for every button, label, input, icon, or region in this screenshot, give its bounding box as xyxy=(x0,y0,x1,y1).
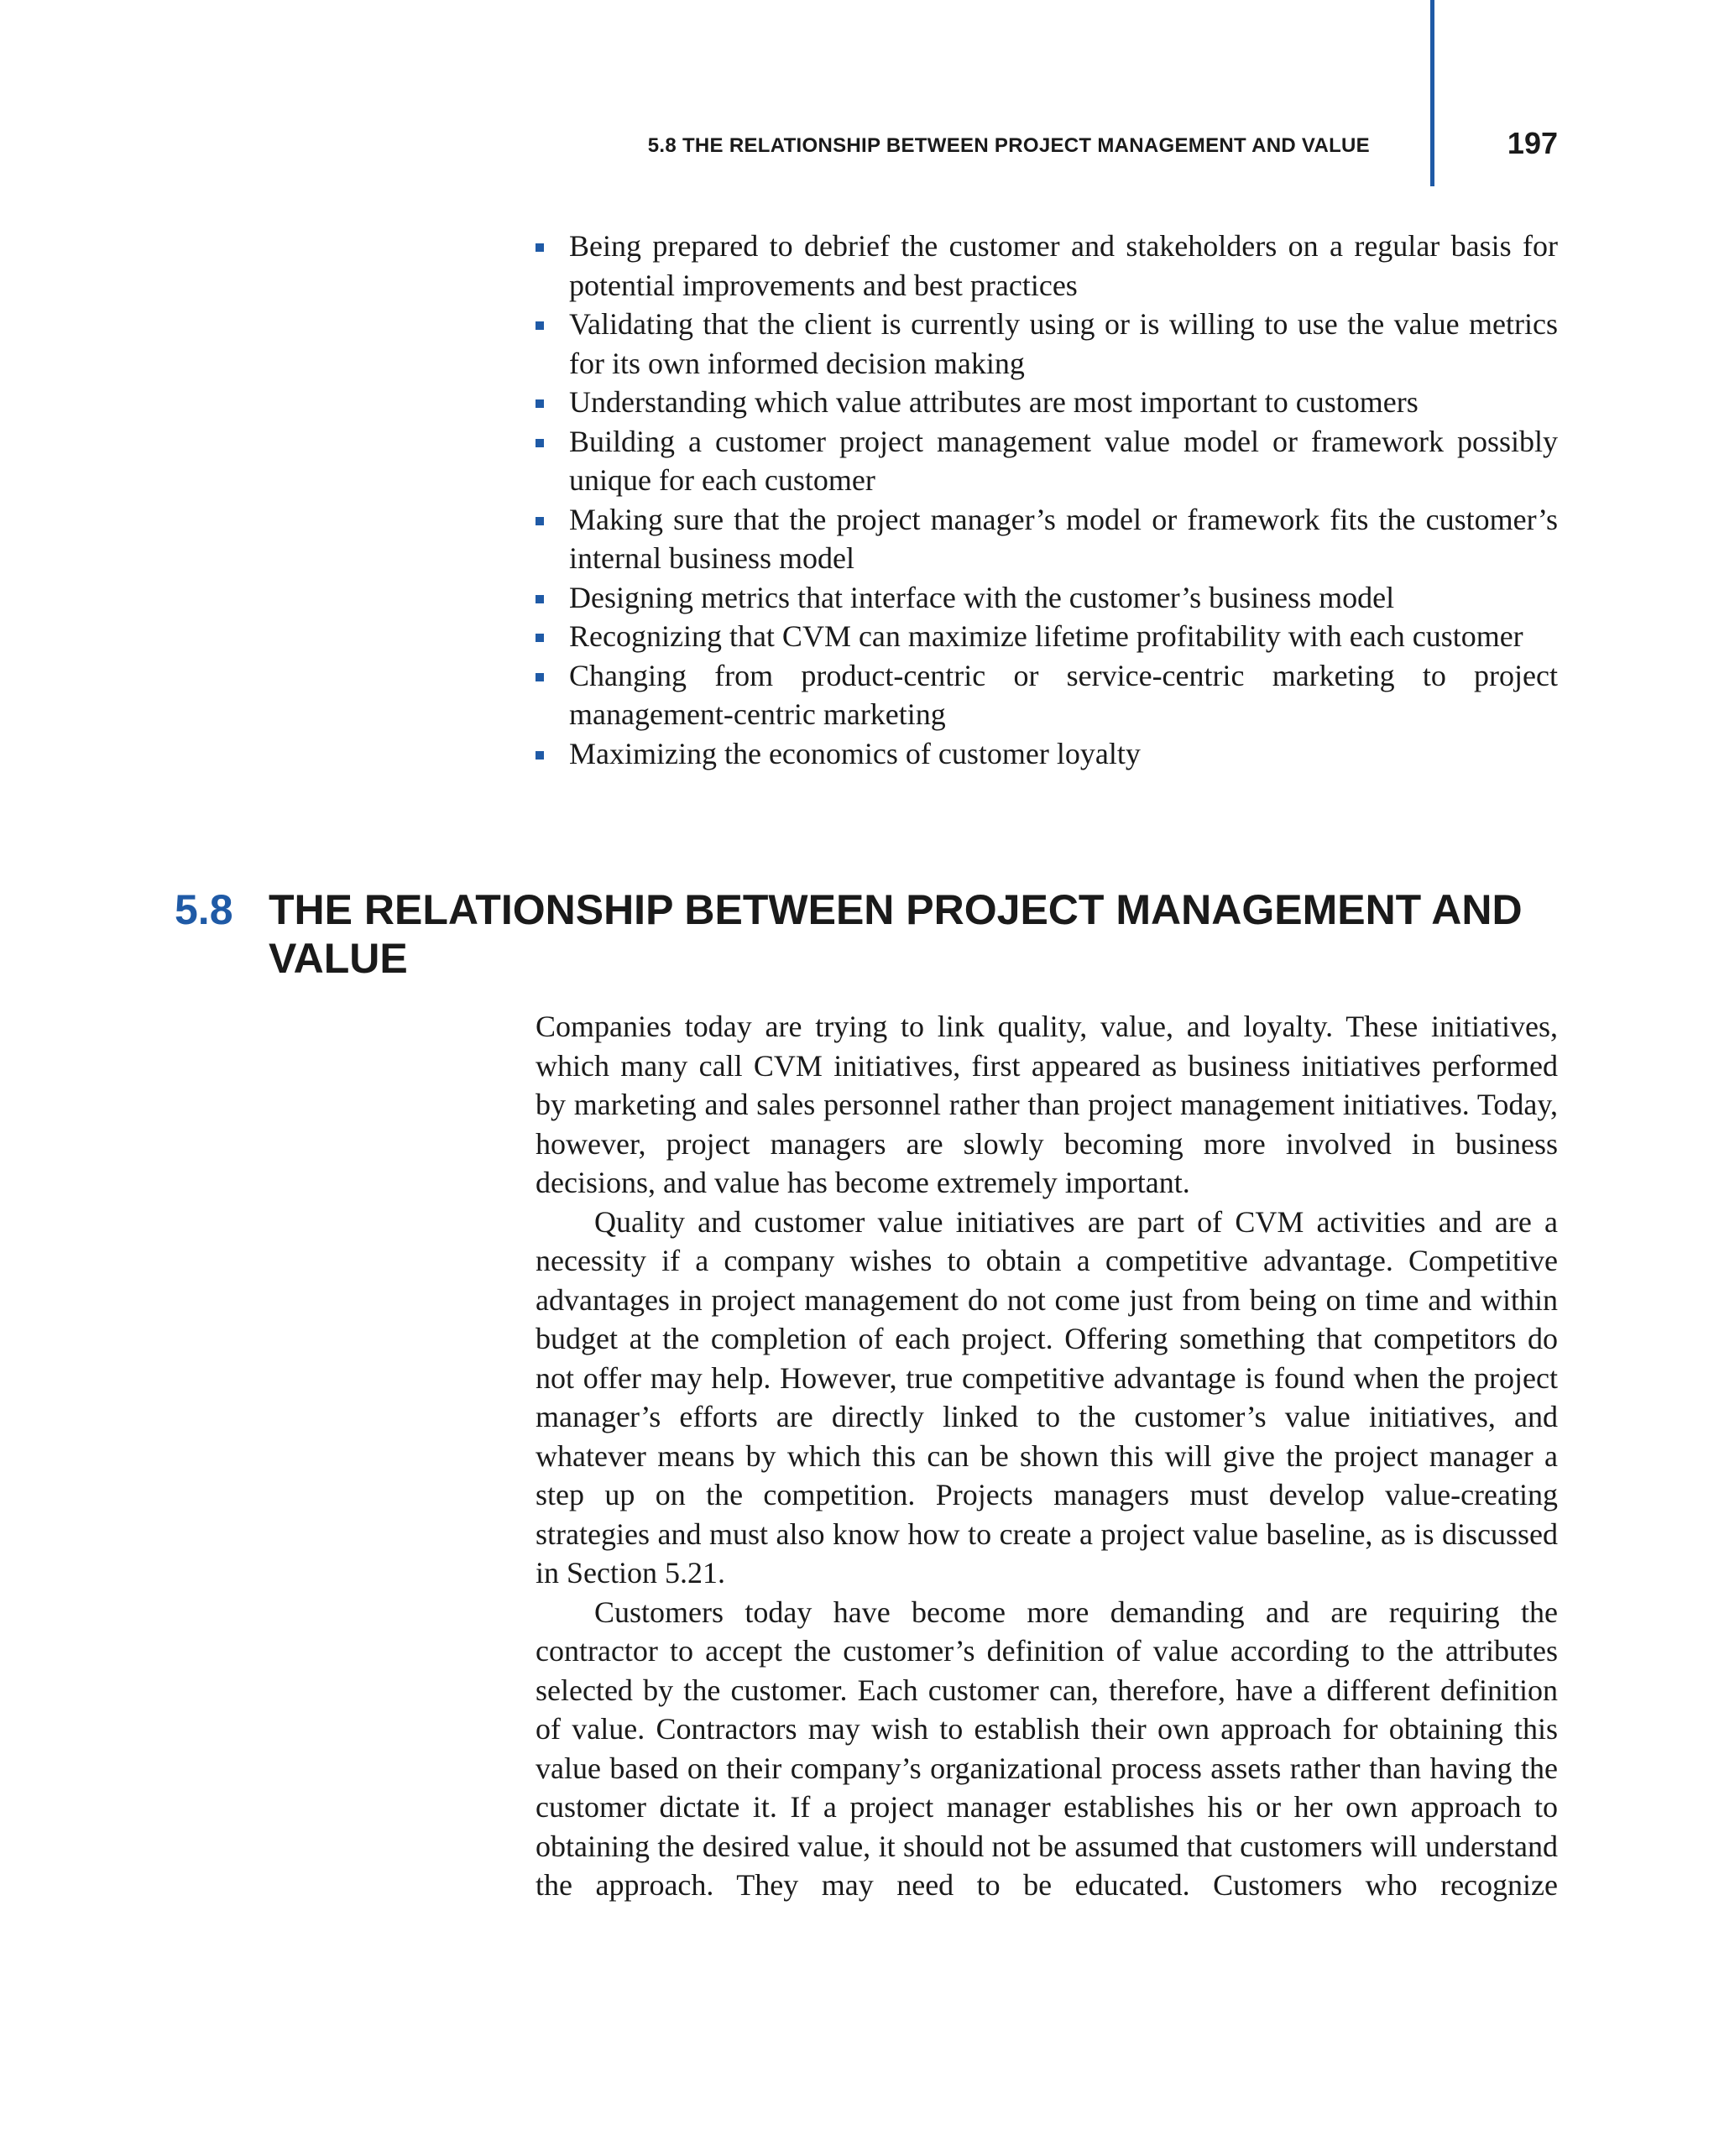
square-bullet-icon xyxy=(536,399,544,408)
list-item xyxy=(536,734,1558,774)
section-number: 5.8 xyxy=(175,886,233,933)
section-title: THE RELATIONSHIP BETWEEN PROJECT MANAGEMENT AND VALUE xyxy=(269,886,1523,982)
paragraph: Customers today have become more demanding and are requiring the contractor to accept the customer’s definition of value according to the attributes selected by the customer. Each customer can, therefore, have a different definition of value. Contractors may wish to establish their own approach for obtaining this value based on their company’s organizational process assets rather than having the customer dictate it. If a project manager establishes his or her own approach to obtaining the desired value, it should not be assumed that customers will understand the approach. They may need to be educated. Customers who recognize xyxy=(536,1595,1558,1902)
square-bullet-icon xyxy=(536,595,544,603)
square-bullet-icon xyxy=(536,439,544,447)
list-item xyxy=(536,422,1558,500)
list-item xyxy=(536,656,1558,734)
square-bullet-icon xyxy=(536,517,544,525)
bullet-list xyxy=(536,227,1558,773)
list-item-text: Understanding which value attributes are most important to customers xyxy=(569,385,1419,419)
list-item xyxy=(536,500,1558,578)
header-divider xyxy=(1430,0,1434,186)
paragraph: Companies today are trying to link quality, value, and loyalty. These initiatives, which many call CVM initiatives, first appeared as business initiatives performed by marketing and sales personnel rather than project management initiatives. Today, however, project managers are slowly becoming more involved in business decisions, and value has become extremely important. xyxy=(536,1010,1558,1199)
section-heading xyxy=(175,885,1601,983)
list-item xyxy=(536,227,1558,305)
list-item-text: Changing from product-centric or service-centric marketing to project management-centric marketing xyxy=(569,658,1558,731)
list-item-text: Recognizing that CVM can maximize lifetime profitability with each customer xyxy=(569,619,1523,653)
list-item-text: Validating that the client is currently using or is willing to use the value metrics for its own informed decision making xyxy=(569,307,1558,380)
list-item-text: Designing metrics that interface with the customer’s business model xyxy=(569,580,1395,614)
running-header: 5.8 THE RELATIONSHIP BETWEEN PROJECT MANAGEMENT AND VALUE xyxy=(647,134,1370,157)
page-number: 197 xyxy=(1507,126,1558,160)
list-item-text: Being prepared to debrief the customer and stakeholders on a regular basis for potential improvements and best practices xyxy=(569,229,1558,302)
paragraph: Quality and customer value initiatives are part of CVM activities and are a necessity if a company wishes to obtain a competitive advantage. Competitive advantages in project management do not come just from being on time and within budget at the completion of each project. Offering something that competitors do not offer may help. However, true competitive advantage is found when the project manager’s efforts are directly linked to the customer’s value initiatives, and whatever means by which this can be shown this will give the project manager a step up on the competition. Projects managers must develop value-creating strategies and must also know how to create a project value baseline, as is discussed in Section 5.21. xyxy=(536,1204,1558,1590)
list-item xyxy=(536,383,1558,422)
list-item-text: Making sure that the project manager’s model or framework fits the customer’s internal business model xyxy=(569,502,1558,575)
body-text xyxy=(536,1007,1558,1905)
list-item xyxy=(536,578,1558,618)
list-item xyxy=(536,305,1558,383)
square-bullet-icon xyxy=(536,243,544,252)
list-item-text: Building a customer project management value model or framework possibly unique for each customer xyxy=(569,424,1558,497)
square-bullet-icon xyxy=(536,321,544,330)
list-item-text: Maximizing the economics of customer loyalty xyxy=(569,736,1141,770)
square-bullet-icon xyxy=(536,634,544,642)
square-bullet-icon xyxy=(536,673,544,681)
list-item xyxy=(536,617,1558,656)
square-bullet-icon xyxy=(536,751,544,760)
